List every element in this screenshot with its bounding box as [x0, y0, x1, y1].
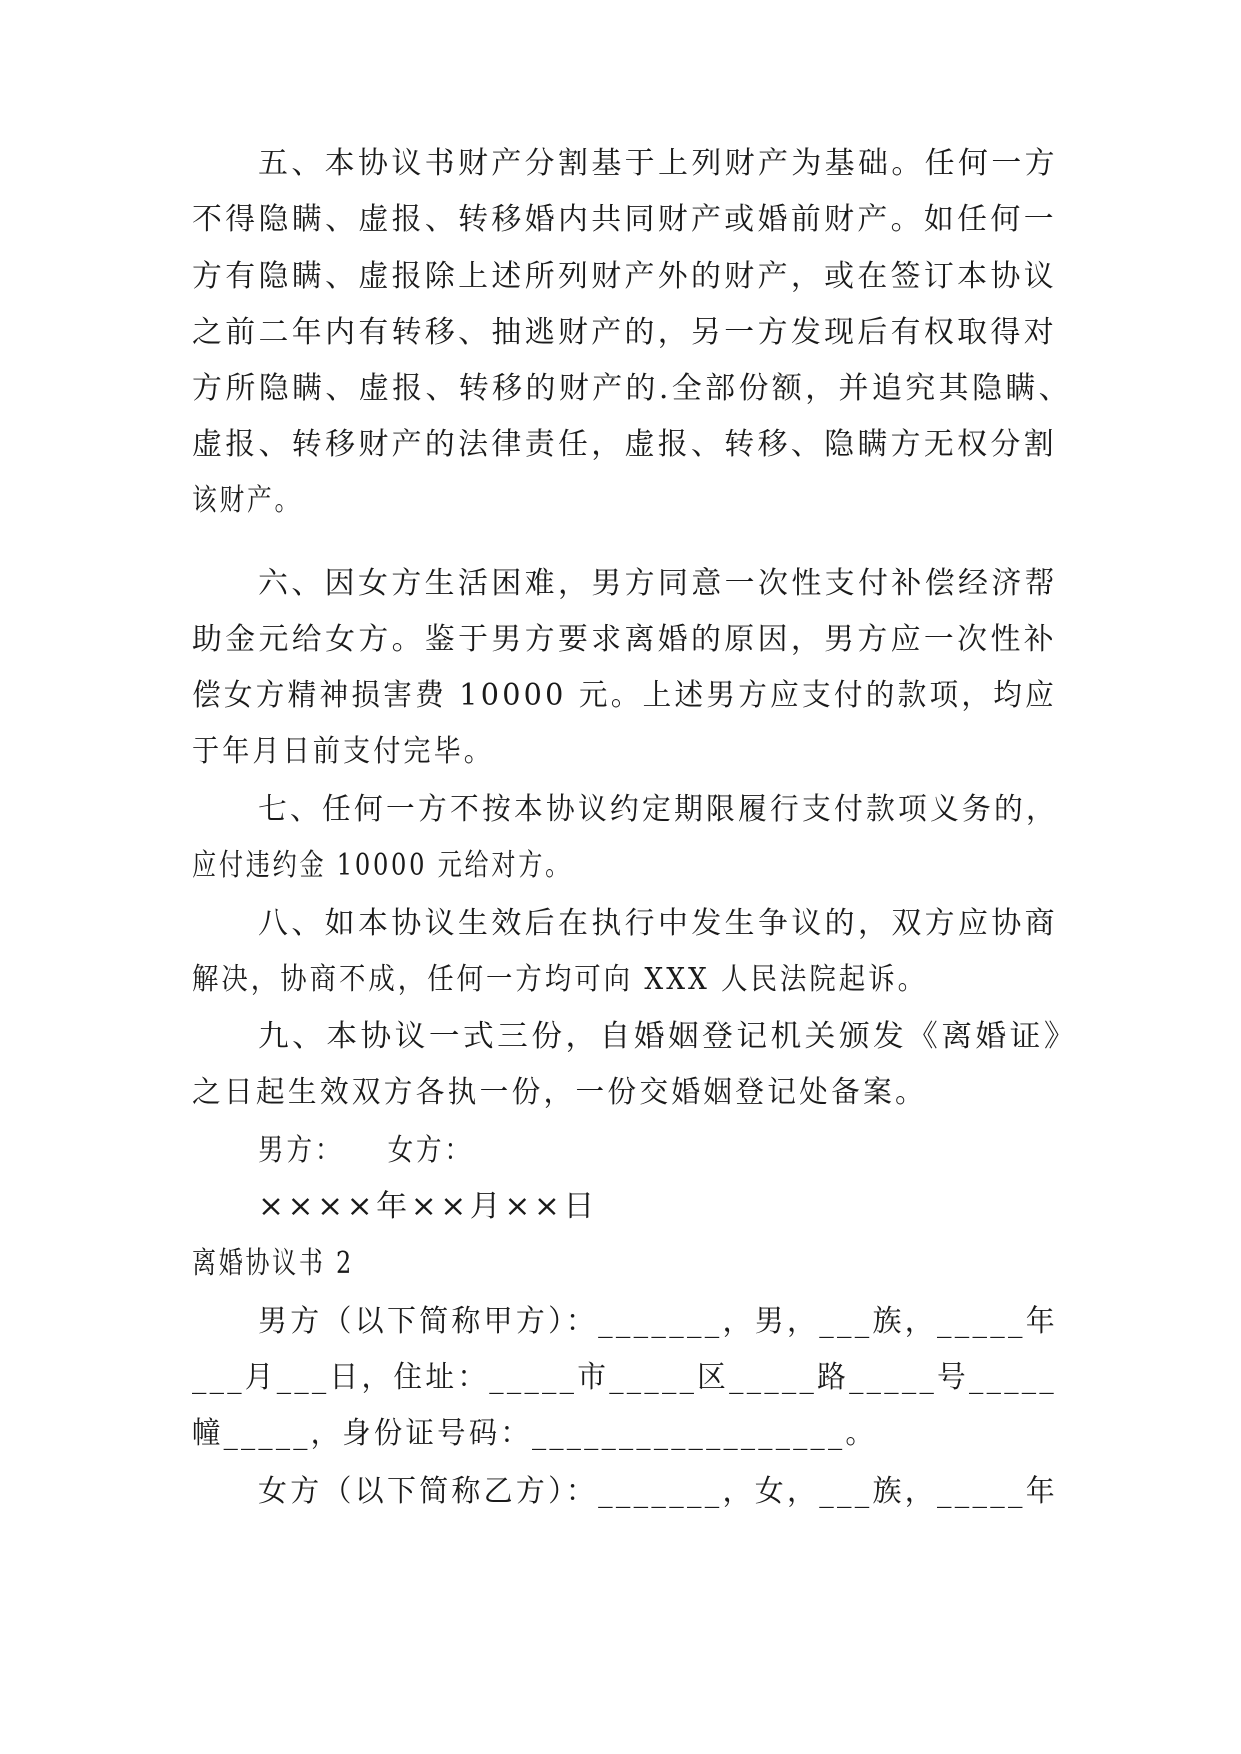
text-line: 不得隐瞒、虚报、转移婚内共同财产或婚前财产。如任何一 [192, 202, 1057, 237]
text-line: 幢_____，身份证号码：__________________。 [192, 1416, 877, 1451]
paragraph-5-line-3 [192, 257, 1060, 297]
text-line: 五、本协议书财产分割基于上列财产为基础。任何一方 [258, 146, 1058, 181]
text-line: ××××年××月××日 [258, 1189, 598, 1224]
text-line: 该财产。 [192, 483, 302, 518]
paragraph-5-line-2 [192, 200, 1060, 240]
text-line: 八、如本协议生效后在执行中发生争议的，双方应协商 [258, 906, 1058, 941]
text-line: 解决，协商不成，任何一方均可向 XXX 人民法院起诉。 [192, 962, 927, 997]
paragraph-5-line-7 [192, 481, 326, 521]
text-line: 虚报、转移财产的法律责任，虚报、转移、隐瞒方无权分割 [192, 427, 1057, 462]
text-line: 女方（以下简称乙方）：_______，女，___族，_____年 [258, 1474, 1058, 1509]
party-a-line-1 [258, 1302, 1087, 1342]
text-line: 之前二年内有转移、抽逃财产的，另一方发现后有权取得对 [192, 315, 1057, 350]
party-b-line-1 [258, 1472, 1087, 1512]
text-line: 应付违约金 10000 元给对方。 [192, 848, 572, 883]
text-line: 男方： 女方： [258, 1133, 473, 1168]
paragraph-6-line-3 [192, 676, 1099, 716]
paragraph-5-line-4 [192, 313, 1060, 353]
text-line: 之日起生效双方各执一份，一份交婚姻登记处备案。 [192, 1075, 927, 1110]
text-line: 离婚协议书 2 [192, 1246, 354, 1281]
text-line: 偿女方精神损害费 10000 元。上述男方应支付的款项，均应 [192, 678, 1057, 713]
paragraph-7-line-2 [192, 846, 664, 886]
text-line: 助金元给女方。鉴于男方要求离婚的原因，男方应一次性补 [192, 622, 1057, 657]
text-line: 方有隐瞒、虚报除上述所列财产外的财产，或在签订本协议 [192, 259, 1057, 294]
paragraph-9-line-1 [258, 1017, 1078, 1057]
text-line: 六、因女方生活困难，男方同意一次性支付补偿经济帮 [258, 566, 1058, 601]
paragraph-5-line-5 [192, 369, 1073, 409]
section-title [192, 1244, 394, 1284]
text-line: 方所隐瞒、虚报、转移的财产的.全部份额，并追究其隐瞒、 [192, 371, 1072, 406]
paragraph-9-line-2 [192, 1073, 960, 1113]
paragraph-6-line-2 [192, 620, 1060, 660]
text-line: ___月___日，住址：_____市_____区_____路_____号_____ [192, 1360, 1057, 1395]
paragraph-8-line-2 [192, 960, 1027, 1000]
paragraph-6-line-4 [192, 732, 526, 772]
text-line: 九、本协议一式三份，自婚姻登记机关颁发《离婚证》 [258, 1019, 1078, 1054]
date-line [258, 1187, 598, 1227]
party-a-line-2 [192, 1358, 1096, 1398]
paragraph-7-line-1 [258, 790, 1093, 830]
paragraph-5-line-1 [258, 144, 1060, 184]
paragraph-5-line-6 [192, 425, 1060, 465]
text-line: 七、任何一方不按本协议约定期限履行支付款项义务的， [258, 792, 1058, 827]
text-line: 男方（以下简称甲方）：_______，男，___族，_____年 [258, 1304, 1058, 1339]
paragraph-6-line-1 [258, 564, 1060, 604]
text-line: 于年月日前支付完毕。 [192, 734, 494, 769]
party-a-line-3 [192, 1414, 916, 1454]
paragraph-8-line-1 [258, 904, 1060, 944]
signature-line [258, 1131, 510, 1171]
